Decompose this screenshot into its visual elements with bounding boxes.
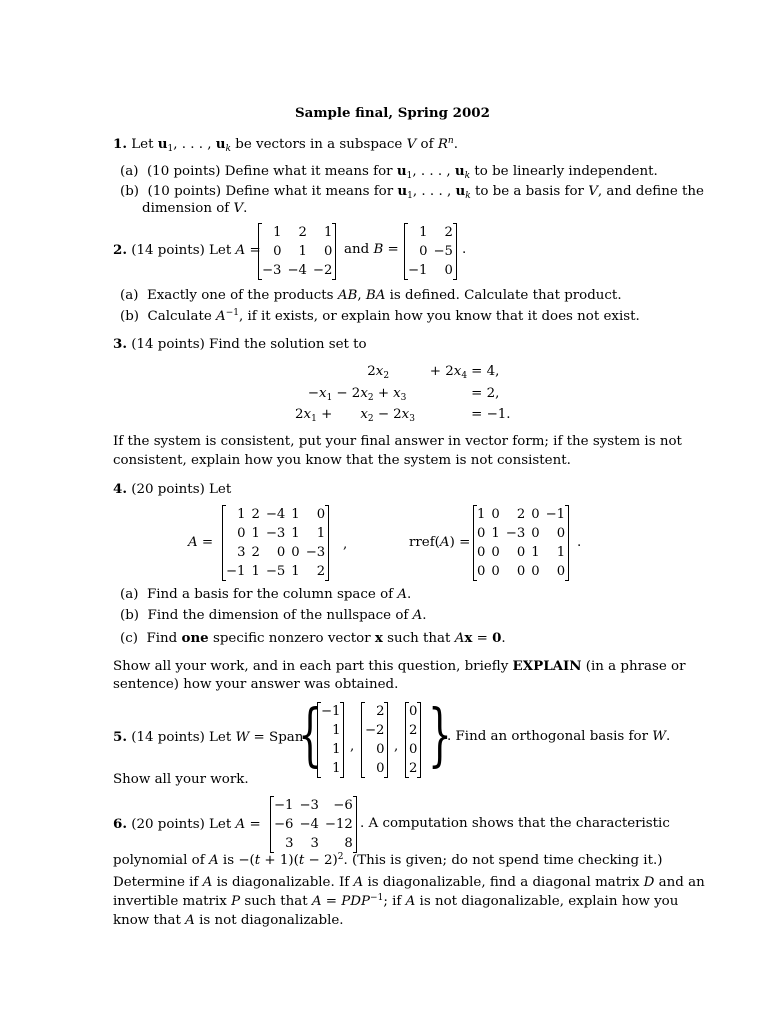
matrix-row <box>223 543 329 562</box>
q6-line-5: know that A is not diagonalizable. <box>113 913 344 928</box>
matrix-entry: 1 <box>491 526 500 541</box>
matrix-entry: 0 <box>491 507 500 522</box>
q6-text: ; if <box>383 894 402 909</box>
matrix-entry: −3 <box>299 798 319 813</box>
q6-text: is diagonalizable. If <box>216 875 350 890</box>
question-number: 3. <box>113 336 127 352</box>
matrix-entry: −1 <box>545 507 566 522</box>
part-text: , if it exists, or explain how you know that it does not exist. <box>238 309 640 324</box>
q6-tail: . A computation shows that the characteristic <box>360 816 670 831</box>
q3-instructions-2: consistent, explain how you know that the system is not consistent. <box>113 453 571 468</box>
part-label: (b) <box>120 608 140 623</box>
part-text: Find <box>146 631 178 646</box>
matrix-entry: 1 <box>323 225 333 240</box>
q4-comma: , <box>343 537 348 552</box>
matrix-entry: 1 <box>477 507 486 522</box>
q1-text: Let <box>131 137 154 152</box>
q6-line-3: Determine if A is diagonalizable. If A is diagonalizable, find a diagonal matrix D and an <box>113 875 705 890</box>
matrix-row <box>405 242 457 261</box>
equation-row: $2x_2$ + $2x_4$ = 4, <box>367 364 500 381</box>
question-5-stem: 5. (14 points) Let W = Span <box>113 729 304 745</box>
matrix-entry: 0 <box>419 244 428 259</box>
q6-text: is not diagonalizable. <box>199 913 344 928</box>
q3-instructions-1: If the system is consistent, put your final answer in vector form; if the system is not <box>113 434 682 449</box>
part-text: specific nonzero vector <box>212 631 371 646</box>
q5-tail-text: . Find an orthogonal basis for <box>447 729 648 744</box>
matrix-entry: −3 <box>305 545 326 560</box>
matrix-entry: 1 <box>556 545 566 560</box>
matrix-entry: 2 <box>298 225 307 240</box>
matrix-row <box>271 815 357 834</box>
page-title: Sample final, Spring 2002 <box>295 105 490 121</box>
matrix-entry: 0 <box>516 564 526 579</box>
matrix-entry: 1 <box>273 225 282 240</box>
part-label: (b) <box>120 309 140 324</box>
matrix-entry: 0 <box>273 244 282 259</box>
matrix-row <box>406 702 421 721</box>
question-4c: (c) Find one specific nonzero vector x such that Ax = 0. <box>120 630 506 646</box>
span-text: Span <box>269 730 304 745</box>
matrix-entry: 0 <box>531 526 540 541</box>
question-2a: (a) Exactly one of the products AB, BA is defined. Calculate that product. <box>120 288 622 303</box>
matrix-entry: 0 <box>531 507 540 522</box>
part-text: Calculate <box>147 309 212 324</box>
q3-text: (14 points) Find the solution set to <box>131 337 367 352</box>
part-text: Exactly one of the products <box>146 288 334 303</box>
part-text: dimension of <box>142 201 230 216</box>
part-label: (a) <box>120 587 139 602</box>
matrix-entry: 1 <box>332 742 341 757</box>
matrix-entry: 0 <box>477 526 486 541</box>
part-text: (10 points) Define what it means for <box>147 184 394 199</box>
part-text: (10 points) Define what it means for <box>146 164 393 179</box>
question-number: 1. <box>113 136 127 152</box>
matrix-row <box>406 740 421 759</box>
matrix-row <box>223 505 329 524</box>
matrix-A <box>258 223 336 280</box>
matrix-row <box>318 721 344 740</box>
q5-text: (14 points) Let <box>131 730 232 745</box>
q1-text: of <box>420 137 434 152</box>
matrix-row <box>362 740 388 759</box>
q4-A-label: A = <box>188 535 214 550</box>
question-4a: (a) Find a basis for the column space of A. <box>120 587 412 602</box>
q6-text: polynomial of <box>113 853 205 868</box>
matrix-entry: 0 <box>556 526 566 541</box>
left-brace: { <box>298 696 322 775</box>
matrix-entry: −6 <box>274 817 294 832</box>
q6-text: know that <box>113 913 181 928</box>
matrix-row <box>223 562 329 581</box>
q6-text: invertible matrix <box>113 894 227 909</box>
matrix-entry: 3 <box>310 836 319 851</box>
matrix-entry: 0 <box>376 742 385 757</box>
part-text: Find a basis for the column space of <box>146 587 394 602</box>
matrix-entry: −4 <box>299 817 319 832</box>
matrix-rref <box>473 505 569 581</box>
matrix-row <box>259 261 336 280</box>
matrix-B <box>404 223 457 280</box>
question-1-stem: 1. Let $u_1$, . . . , $u_k$ be vectors in a subspace V of $R^n$. <box>113 136 458 154</box>
matrix-entry: 0 <box>491 564 500 579</box>
matrix-row <box>271 834 357 853</box>
matrix-entry: 0 <box>477 545 486 560</box>
matrix-entry: 0 <box>444 263 453 278</box>
matrix-entry: −1 <box>408 263 428 278</box>
matrix-entry: −1 <box>321 704 341 719</box>
q2-and-text: and <box>344 242 370 257</box>
matrix-entry: −3 <box>262 263 282 278</box>
matrix-entry: −1 <box>226 564 246 579</box>
matrix-row <box>259 223 336 242</box>
matrix-entry: −3 <box>265 526 286 541</box>
matrix-entry: 1 <box>251 526 260 541</box>
matrix-row <box>406 721 421 740</box>
question-number: 6. <box>113 816 127 832</box>
question-number: 4. <box>113 481 127 497</box>
question-number: 2. <box>113 242 127 258</box>
q6-text: such that <box>244 894 308 909</box>
matrix-entry: 1 <box>332 761 341 776</box>
rref-text: rref( <box>409 535 440 550</box>
q6-text: is diagonalizable, find a diagonal matrix <box>367 875 640 890</box>
matrix-entry: −2 <box>365 723 385 738</box>
q4-show-1 <box>113 657 686 676</box>
q4-rref-label: rref(A) = <box>409 535 471 550</box>
question-2b: (b) Calculate $A^{-1}$, if it exists, or explain how you know that it does not exist. <box>120 308 640 324</box>
matrix-entry: 2 <box>409 723 418 738</box>
q6-text: (20 points) Let <box>131 817 232 832</box>
equation-row: $-x_1$ − $2x_2$ + $x_3$ = 2, <box>307 385 500 403</box>
q6-text: . (This is given; do not spend time checking it.) <box>343 853 663 868</box>
q4-show-text: (in a phrase or <box>585 659 686 674</box>
matrix-entry: 1 <box>332 723 341 738</box>
matrix-row <box>318 740 344 759</box>
matrix-row <box>223 524 329 543</box>
matrix-entry: 3 <box>285 836 294 851</box>
matrix-row <box>318 759 344 778</box>
matrix-entry: 1 <box>531 545 540 560</box>
matrix-entry: 1 <box>291 564 300 579</box>
matrix-entry: 0 <box>409 742 418 757</box>
matrix-row <box>271 796 357 815</box>
matrix-entry: 0 <box>237 526 246 541</box>
q6-text: is not diagonalizable, explain how you <box>419 894 679 909</box>
part-text: , and define the <box>597 184 704 199</box>
linear-system <box>293 361 513 426</box>
vector-1 <box>317 702 344 778</box>
part-text: such that <box>387 631 451 646</box>
question-6-stem: 6. (20 points) Let A = <box>113 816 261 832</box>
matrix-entry: −3 <box>505 526 526 541</box>
part-text: Find the dimension of the nullspace of <box>147 608 409 623</box>
matrix-entry: −12 <box>324 817 353 832</box>
matrix-entry: 0 <box>531 564 540 579</box>
vector-3 <box>405 702 421 778</box>
matrix-entry: −6 <box>333 798 353 813</box>
q4-show-2: sentence) how your answer was obtained. <box>113 677 399 692</box>
q4-show-text: Show all your work, and in each part this question, briefly <box>113 659 509 674</box>
matrix-row <box>405 223 457 242</box>
part-text: to be a basis for <box>474 184 584 199</box>
matrix-entry: −4 <box>265 507 286 522</box>
q6-text: is <box>222 853 235 868</box>
question-3-stem <box>113 335 367 354</box>
matrix-row <box>405 261 457 280</box>
part-label: (c) <box>120 631 138 646</box>
matrix-entry: 2 <box>516 507 526 522</box>
q2-text: (14 points) Let <box>131 243 232 258</box>
matrix-entry: 0 <box>376 761 385 776</box>
matrix-entry: 0 <box>477 564 486 579</box>
matrix-entry: 3 <box>237 545 246 560</box>
q4-period: . <box>577 535 582 550</box>
question-1a: (a) (10 points) Define what it means for $u_1$, . . . , $u_k$ to be linearly independent. <box>120 163 658 181</box>
matrix-entry: 0 <box>409 704 418 719</box>
matrix-entry: 0 <box>291 545 300 560</box>
matrix-entry: −1 <box>274 798 294 813</box>
q6-line-2: polynomial of A is $-(t + 1)(t - 2)^2$. (This is given; do not spend time checking it.) <box>113 852 663 868</box>
matrix-entry: 0 <box>556 564 566 579</box>
matrix-entry: 2 <box>376 704 385 719</box>
question-1b-cont: dimension of V. <box>142 201 248 216</box>
matrix-row <box>362 702 388 721</box>
matrix-row <box>406 759 421 778</box>
matrix-entry: 1 <box>419 225 428 240</box>
question-4b: (b) Find the dimension of the nullspace of A. <box>120 608 427 623</box>
part-label: (a) <box>120 288 139 303</box>
part-text: to be linearly independent. <box>474 164 658 179</box>
part-text: is defined. Calculate that product. <box>389 288 622 303</box>
matrix-row <box>474 543 569 562</box>
matrix-entry: 0 <box>276 545 286 560</box>
matrix-entry: 2 <box>444 225 453 240</box>
part-label: (b) <box>120 184 140 199</box>
matrix-row <box>474 562 569 581</box>
right-brace: } <box>428 696 452 775</box>
matrix-row <box>318 702 344 721</box>
vector-2 <box>361 702 388 778</box>
matrix-row <box>362 721 388 740</box>
q4-text: (20 points) Let <box>131 482 232 497</box>
part-label: (a) <box>120 164 139 179</box>
q6-line-4: invertible matrix P such that $A = PDP^{-1}$; if A is not diagonalizable, explain how you <box>113 893 679 909</box>
q1-text: be vectors in a subspace <box>235 137 403 152</box>
q5-tail: . Find an orthogonal basis for W. <box>447 729 671 744</box>
matrix-entry: 0 <box>323 244 333 259</box>
matrix-entry: 1 <box>298 244 307 259</box>
q6-text: and an <box>658 875 705 890</box>
matrix-entry: 0 <box>491 545 500 560</box>
matrix-entry: 1 <box>291 507 300 522</box>
q2-period: . <box>462 242 467 257</box>
emphasis-explain: EXPLAIN <box>512 658 582 674</box>
matrix-A-6 <box>270 796 357 853</box>
matrix-entry: 2 <box>409 761 418 776</box>
matrix-entry: 2 <box>251 507 260 522</box>
matrix-A-4 <box>222 505 329 581</box>
question-number: 5. <box>113 729 127 745</box>
q2-and: and B = <box>344 242 399 257</box>
question-4-stem <box>113 480 231 499</box>
question-1b: (b) (10 points) Define what it means for $u_1$, . . . , $u_k$ to be a basis for V, and define the <box>120 183 704 201</box>
matrix-row <box>474 505 569 524</box>
equation-row: $2x_1$ + $x_2$ − $2x_3$ = −1. <box>295 407 511 424</box>
matrix-row <box>362 759 388 778</box>
matrix-entry: −2 <box>312 263 333 278</box>
emphasis-one: one <box>181 630 209 646</box>
matrix-row <box>474 524 569 543</box>
matrix-entry: 1 <box>291 526 300 541</box>
matrix-entry: −4 <box>287 263 307 278</box>
matrix-entry: −5 <box>265 564 286 579</box>
matrix-row <box>259 242 336 261</box>
matrix-entry: 8 <box>344 836 353 851</box>
q5-show: Show all your work. <box>113 772 249 787</box>
matrix-entry: 2 <box>316 564 326 579</box>
matrix-entry: 1 <box>251 564 260 579</box>
matrix-entry: 0 <box>316 507 326 522</box>
matrix-entry: 1 <box>237 507 246 522</box>
q6-text: Determine if <box>113 875 199 890</box>
matrix-entry: 0 <box>516 545 526 560</box>
question-2-stem: 2. (14 points) Let A = <box>113 242 261 258</box>
matrix-entry: −5 <box>433 244 453 259</box>
matrix-entry: 2 <box>251 545 260 560</box>
comma: , <box>394 739 399 754</box>
comma: , <box>350 739 355 754</box>
matrix-entry: 1 <box>316 526 326 541</box>
